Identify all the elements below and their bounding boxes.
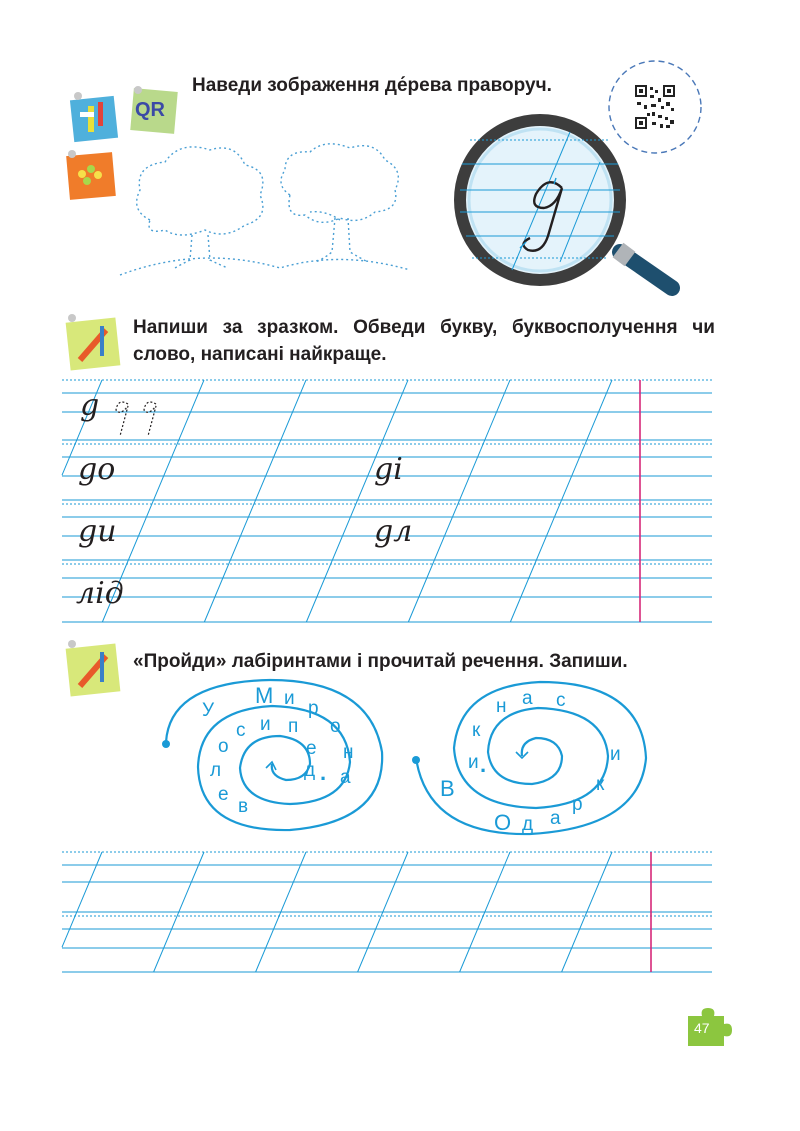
maze-letter: р xyxy=(308,698,319,719)
maze-letter: а xyxy=(340,767,351,788)
maze-letter: а xyxy=(550,808,561,829)
maze-letter: е xyxy=(218,784,229,805)
maze-letter: в xyxy=(238,796,249,817)
sample-gu: gu xyxy=(78,514,117,549)
maze-letter: с xyxy=(556,690,566,711)
sample-lid: лiд xyxy=(76,576,124,611)
maze-letter: М xyxy=(255,683,274,708)
maze-letter: . xyxy=(320,760,327,785)
maze-letter: В xyxy=(440,776,455,801)
page-number-badge xyxy=(684,1006,732,1048)
maze-letter: о xyxy=(330,716,341,737)
maze-letter: с xyxy=(236,720,246,741)
task1-instruction: Наведи зображення де́рева праворуч. xyxy=(192,75,552,96)
task3-instruction: «Пройди» лабіринтами і прочитай речення. Запиши. xyxy=(133,651,628,672)
maze-letter: д xyxy=(304,760,316,781)
maze-letter: О xyxy=(494,810,512,835)
maze-letter: и xyxy=(468,752,479,773)
maze-letter: и xyxy=(284,688,295,709)
maze-letter: У xyxy=(202,700,215,721)
qr-badge-label: QR xyxy=(135,99,165,121)
maze-letter: н xyxy=(343,742,354,763)
maze-letter: к xyxy=(472,720,481,741)
maze-letter: к xyxy=(596,774,605,795)
sample-go: go xyxy=(78,452,116,487)
maze-letter: и xyxy=(260,714,271,735)
page-number: 47 xyxy=(694,1020,710,1036)
maze-letter: п xyxy=(288,716,299,737)
maze-letter: е xyxy=(306,738,317,759)
maze-letter: д xyxy=(522,814,534,835)
task2-instruction: Напиши за зразком. Обведи букву, буквосполучення чи слово, написані найкраще. xyxy=(133,317,715,365)
sample-gl: gл xyxy=(374,514,413,549)
maze-letter: и xyxy=(610,744,621,765)
maze-letter: . xyxy=(480,752,487,777)
maze-letter: о xyxy=(218,736,229,757)
maze-letter: л xyxy=(210,760,222,781)
maze-letter: р xyxy=(572,794,583,815)
sample-g: g xyxy=(80,388,100,423)
sample-gi: gi xyxy=(374,452,403,487)
maze-letter: а xyxy=(522,688,533,709)
slant-line xyxy=(62,852,102,947)
maze-letter: н xyxy=(496,696,507,717)
